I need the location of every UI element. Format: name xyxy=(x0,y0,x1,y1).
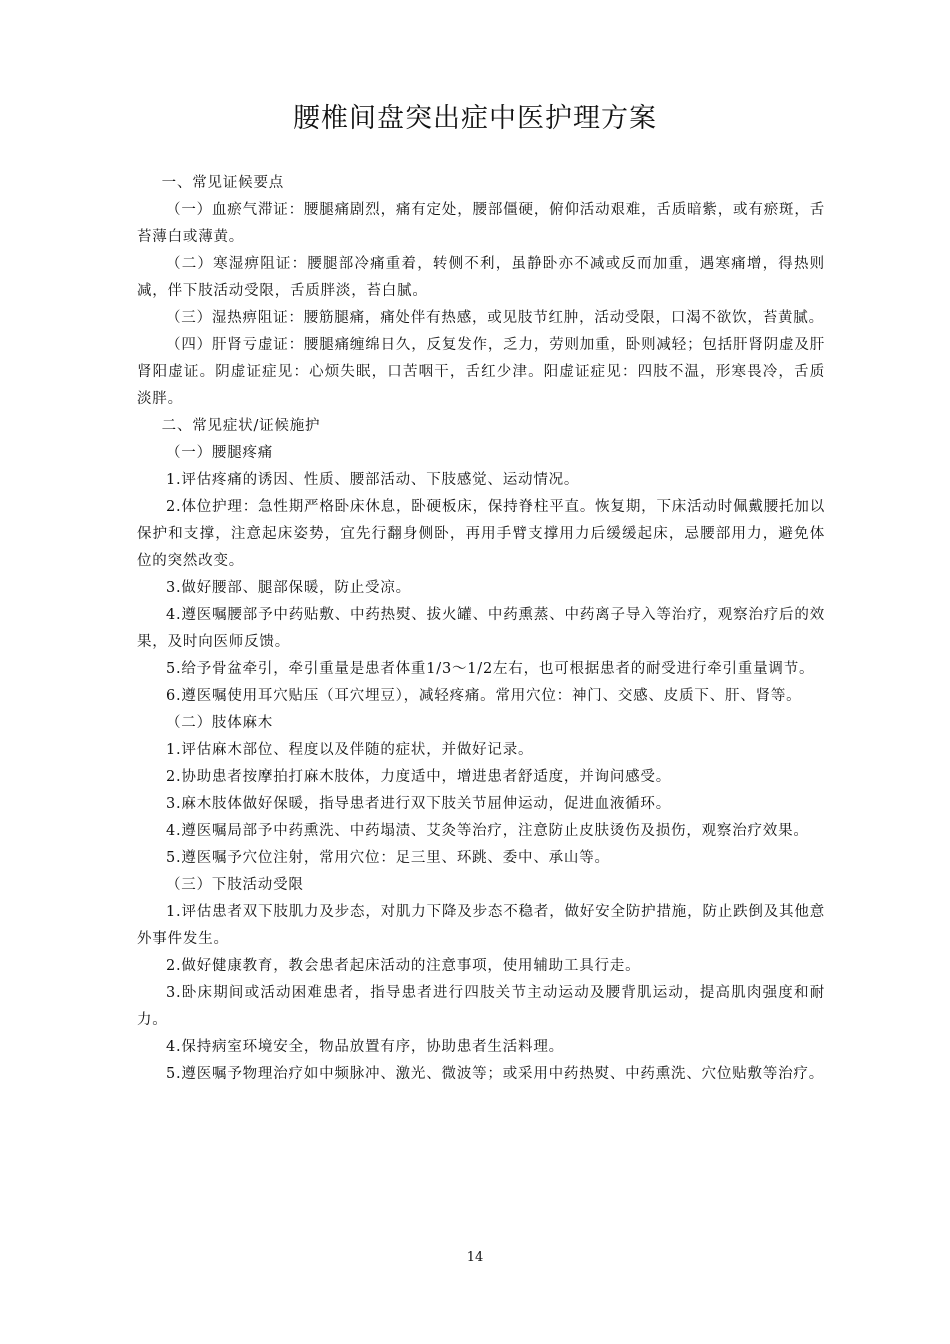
list-item: 1.评估疼痛的诱因、性质、腰部活动、下肢感觉、运动情况。 xyxy=(166,472,580,488)
document-body xyxy=(137,170,825,1088)
subsection-heading: （三）下肢活动受限 xyxy=(166,877,304,893)
list-item: 2.协助患者按摩拍打麻木肢体，力度适中，增进患者舒适度，并询问感受。 xyxy=(166,769,672,785)
section-heading: 一、常见证候要点 xyxy=(161,175,285,191)
list-item: 4.遵医嘱局部予中药熏洗、中药塌渍、艾灸等治疗，注意防止皮肤烫伤及损伤，观察治疗效果。 xyxy=(166,823,809,839)
list-item: 5.遵医嘱予物理治疗如中频脉冲、激光、微波等；或采用中药热熨、中药熏洗、穴位贴敷等治疗。 xyxy=(166,1066,825,1082)
list-item: 1.评估患者双下肢肌力及步态，对肌力下降及步态不稳者，做好安全防护措施，防止跌倒及其他意外事件发生。 xyxy=(137,904,825,947)
paragraph: （四）肝肾亏虚证：腰腿痛缠绵日久，反复发作，乏力，劳则加重，卧则减轻；包括肝肾阴虚及肝肾阳虚证。阴虚证症见：心烦失眠，口苦咽干，舌红少津。阳虚证症见：四肢不温，形寒畏冷，舌质淡胖。 xyxy=(137,337,825,407)
list-item: 3.麻木肢体做好保暖，指导患者进行双下肢关节屈伸运动，促进血液循环。 xyxy=(166,796,672,812)
list-item: 4.保持病室环境安全，物品放置有序，协助患者生活料理。 xyxy=(166,1039,564,1055)
list-item: 1.评估麻木部位、程度以及伴随的症状，并做好记录。 xyxy=(166,742,534,758)
document-title: 腰椎间盘突出症中医护理方案 xyxy=(293,103,657,134)
subsection-heading: （一）腰腿疼痛 xyxy=(166,445,274,461)
list-item: 2.做好健康教育，教会患者起床活动的注意事项，使用辅助工具行走。 xyxy=(166,958,641,974)
subsection-heading: （二）肢体麻木 xyxy=(166,715,274,731)
paragraph: （二）寒湿痹阻证：腰腿部冷痛重着，转侧不利，虽静卧亦不减或反而加重，遇寒痛增，得热则减，伴下肢活动受限，舌质胖淡，苔白腻。 xyxy=(137,256,825,299)
list-item: 4.遵医嘱腰部予中药贴敷、中药热熨、拔火罐、中药熏蒸、中药离子导入等治疗，观察治疗后的效果，及时向医师反馈。 xyxy=(137,607,825,650)
list-item: 5.遵医嘱予穴位注射，常用穴位：足三里、环跳、委中、承山等。 xyxy=(166,850,610,866)
list-item: 3.做好腰部、腿部保暖，防止受凉。 xyxy=(166,580,411,596)
list-item: 3.卧床期间或活动困难患者，指导患者进行四肢关节主动运动及腰背肌运动，提高肌肉强度和耐力。 xyxy=(137,985,825,1028)
section-heading: 二、常见症状/证候施护 xyxy=(161,418,321,434)
list-item: 5.给予骨盆牵引，牵引重量是患者体重1/3～1/2左右，也可根据患者的耐受进行牵引重量调节。 xyxy=(166,661,815,677)
paragraph: （三）湿热痹阻证：腰筋腿痛，痛处伴有热感，或见肢节红肿，活动受限，口渴不欲饮，苔黄腻。 xyxy=(166,310,824,326)
list-item: 6.遵医嘱使用耳穴贴压（耳穴埋豆），减轻疼痛。常用穴位：神门、交感、皮质下、肝、肾等。 xyxy=(166,688,802,704)
paragraph: （一）血瘀气滞证：腰腿痛剧烈，痛有定处，腰部僵硬，俯仰活动艰难，舌质暗紫，或有瘀斑，舌苔薄白或薄黄。 xyxy=(137,202,825,245)
list-item: 2.体位护理：急性期严格卧床休息，卧硬板床，保持脊柱平直。恢复期，下床活动时佩戴腰托加以保护和支撑，注意起床姿势，宜先行翻身侧卧，再用手臂支撑用力后缓缓起床，忌腰部用力，避免体位的突然改变。 xyxy=(137,499,825,569)
page-number: 14 xyxy=(466,1250,484,1265)
